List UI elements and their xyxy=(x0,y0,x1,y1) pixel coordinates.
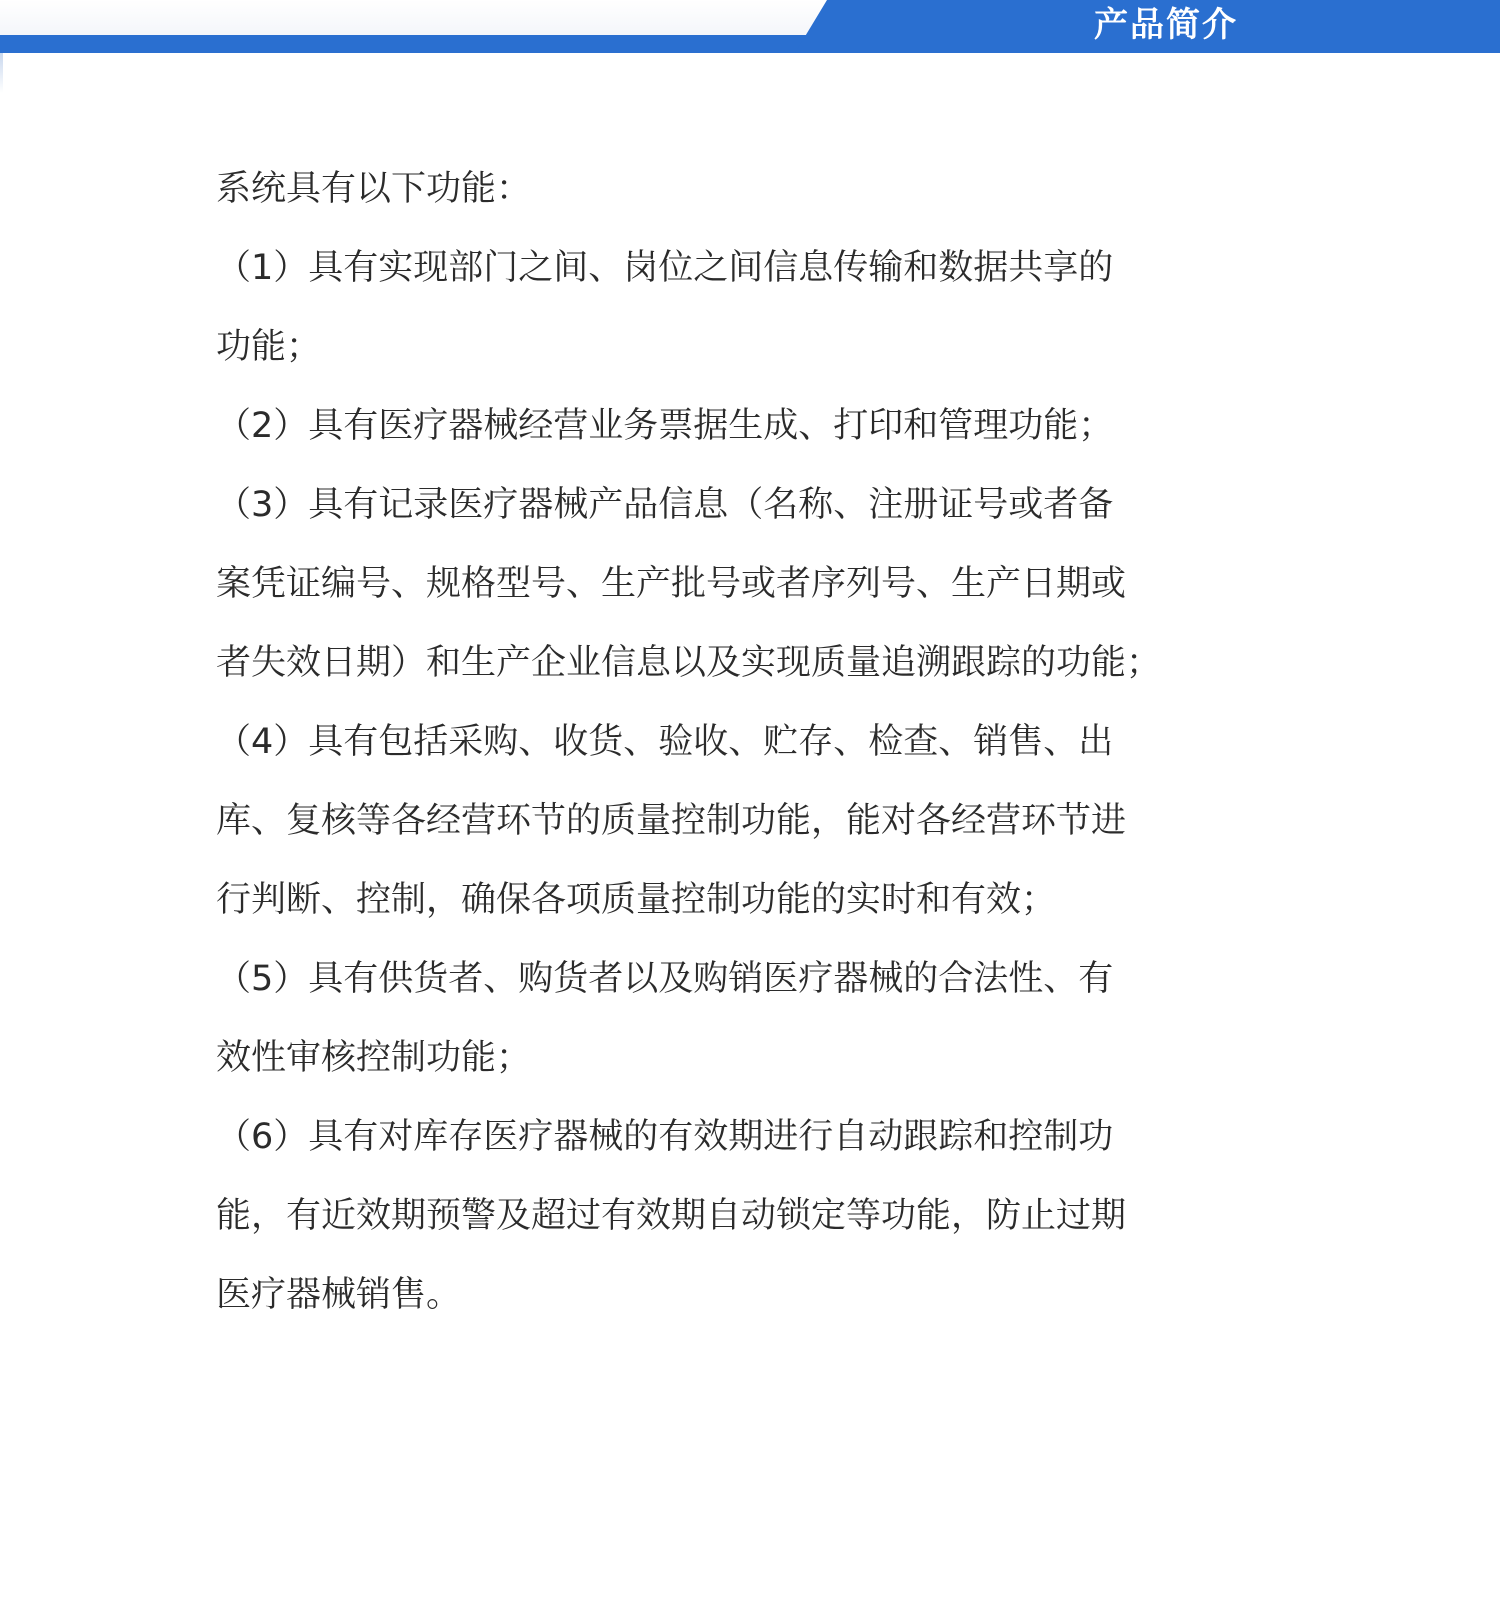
text-line: 行判断、控制，确保各项质量控制功能的实时和有效； xyxy=(216,880,1057,920)
header-left-accent xyxy=(0,53,3,93)
text-line: （4）具有包括采购、收货、验收、贮存、检查、销售、出 xyxy=(216,722,1114,762)
header-fade xyxy=(0,0,820,36)
header-title: 产品简介 xyxy=(1094,5,1238,45)
text-line: （3）具有记录医疗器械产品信息（名称、注册证号或者备 xyxy=(216,485,1114,525)
text-line: （1）具有实现部门之间、岗位之间信息传输和数据共享的 xyxy=(216,248,1114,288)
text-line: 效性审核控制功能； xyxy=(216,1038,532,1078)
content-body xyxy=(216,150,1286,1335)
text-line: 功能； xyxy=(216,327,322,367)
text-line: （6）具有对库存医疗器械的有效期进行自动跟踪和控制功 xyxy=(216,1117,1114,1157)
text-line: 者失效日期）和生产企业信息以及实现质量追溯跟踪的功能； xyxy=(216,643,1162,683)
text-line: （5）具有供货者、购货者以及购销医疗器械的合法性、有 xyxy=(216,959,1114,999)
text-line: 库、复核等各经营环节的质量控制功能，能对各经营环节进 xyxy=(216,801,1127,841)
text-line: 系统具有以下功能： xyxy=(216,169,532,209)
text-line: （2）具有医疗器械经营业务票据生成、打印和管理功能； xyxy=(216,406,1114,446)
text-line: 医疗器械销售。 xyxy=(216,1275,462,1315)
page-header xyxy=(0,0,1500,60)
text-line: 能，有近效期预警及超过有效期自动锁定等功能，防止过期 xyxy=(216,1196,1127,1236)
text-line: 案凭证编号、规格型号、生产批号或者序列号、生产日期或 xyxy=(216,564,1127,604)
